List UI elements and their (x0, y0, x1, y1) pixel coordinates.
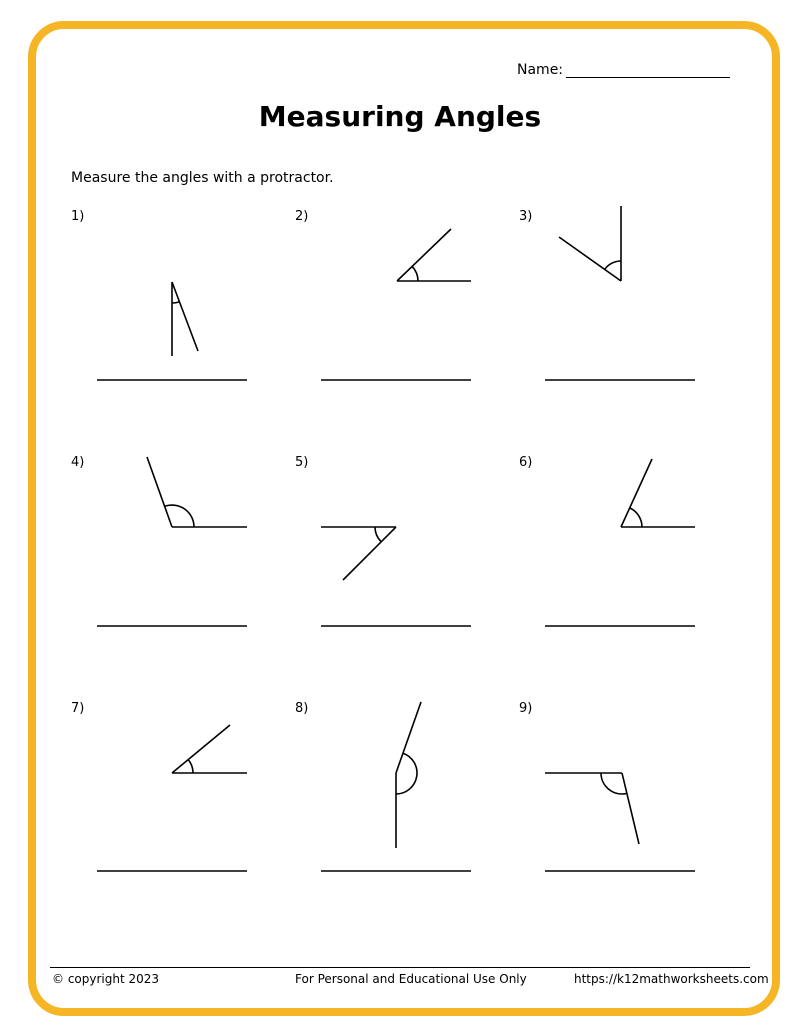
footer-divider (50, 967, 750, 968)
angle-figure-4 (147, 457, 247, 527)
instructions: Measure the angles with a protractor. (71, 170, 334, 186)
angle-figure-2 (397, 229, 471, 281)
angle-figure-6 (621, 459, 695, 527)
problem-number: 9) (519, 701, 533, 716)
angle-figure-5 (321, 527, 396, 580)
footer-usage: For Personal and Educational Use Only (295, 972, 527, 986)
angle-figure-9 (545, 773, 639, 844)
problem-number: 7) (71, 701, 85, 716)
problem-number: 4) (71, 455, 85, 470)
angle-figure-3 (559, 206, 621, 281)
problem-number: 3) (519, 209, 533, 224)
problem-number: 8) (295, 701, 309, 716)
footer-copyright: © copyright 2023 (52, 972, 160, 986)
name-label: Name: (517, 62, 564, 78)
page-title: Measuring Angles (258, 100, 542, 133)
problem-number: 2) (295, 209, 309, 224)
problem-number: 5) (295, 455, 309, 470)
footer-url[interactable]: https://k12mathworksheets.com (574, 972, 769, 986)
problem-number: 1) (71, 209, 85, 224)
angle-figure-1 (172, 282, 198, 356)
problem-number: 6) (519, 455, 533, 470)
angle-figure-7 (172, 725, 247, 773)
angle-figure-8 (396, 702, 421, 848)
